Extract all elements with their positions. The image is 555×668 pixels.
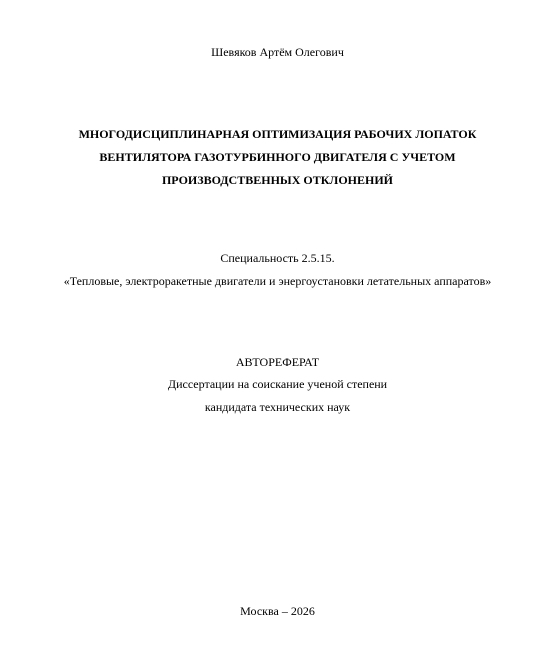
academic-degree: кандидата технических наук: [204, 400, 351, 414]
title-line-3: ПРОИЗВОДСТВЕННЫХ ОТКЛОНЕНИЙ: [161, 173, 394, 187]
specialty-code: Специальность 2.5.15.: [220, 251, 335, 265]
city-year: Москва – 2026: [240, 604, 315, 618]
author-name: Шевяков Артём Олегович: [211, 45, 344, 59]
title-line-1: МНОГОДИСЦИПЛИНАРНАЯ ОПТИМИЗАЦИЯ РАБОЧИХ ЛОПАТОК: [78, 127, 477, 141]
specialty-name: «Тепловые, электроракетные двигатели и энергоустановки летательных аппаратов»: [63, 274, 492, 288]
dissertation-purpose: Диссертации на соискание ученой степени: [167, 377, 388, 391]
title-line-2: ВЕНТИЛЯТОРА ГАЗОТУРБИННОГО ДВИГАТЕЛЯ С УЧЕТОМ: [99, 150, 456, 164]
abstract-label: АВТОРЕФЕРАТ: [235, 355, 320, 369]
